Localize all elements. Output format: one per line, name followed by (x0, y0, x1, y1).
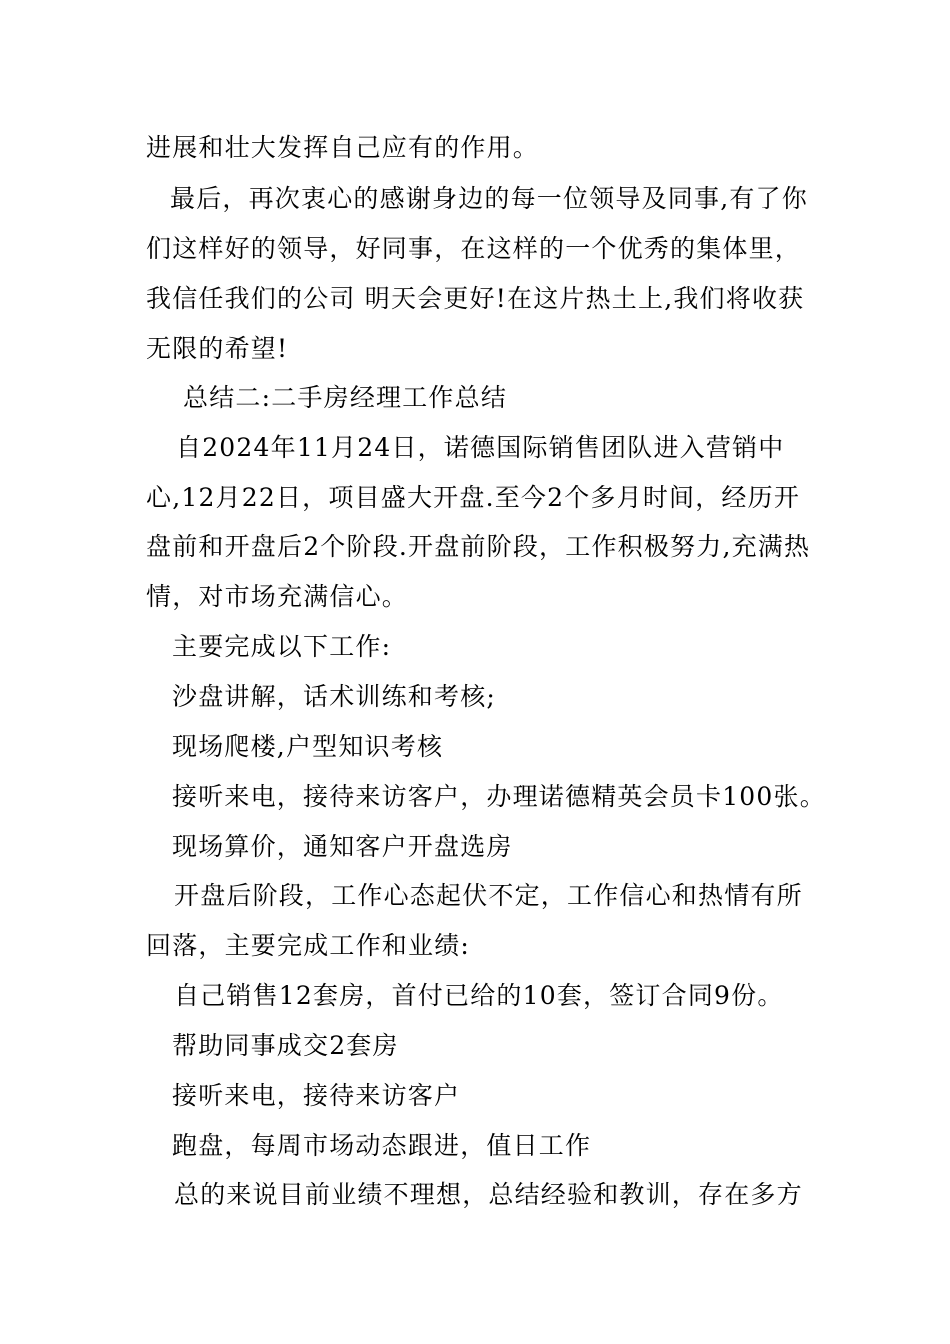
list-item: 沙盘讲解，话术训练和考核; (172, 682, 497, 711)
paragraph-line: 开盘后阶段，工作心态起伏不定，工作信心和热情有所 (174, 881, 803, 910)
paragraph-line: 无限的希望! (146, 334, 289, 363)
list-item: 现场算价，通知客户开盘选房 (172, 832, 513, 861)
list-item: 现场爬楼,户型知识考核 (172, 732, 444, 761)
list-item: 自己销售12套房，首付已给的10套，签订合同9份。 (174, 981, 784, 1010)
section-heading: 总结二:二手房经理工作总结 (183, 383, 508, 412)
list-item: 跑盘，每周市场动态跟进，值日工作 (172, 1131, 592, 1160)
paragraph-line: 我信任我们的公司 明天会更好!在这片热土上,我们将收获 (146, 284, 805, 313)
paragraph-line: 盘前和开盘后2个阶段.开盘前阶段，工作积极努力,充满热 (146, 532, 811, 561)
paragraph-line: 回落，主要完成工作和业绩: (146, 931, 471, 960)
paragraph-line: 们这样好的领导，好同事，在这样的一个优秀的集体里， (146, 234, 802, 263)
list-item: 帮助同事成交2套房 (172, 1031, 399, 1060)
paragraph-line: 进展和壮大发挥自己应有的作用。 (146, 133, 540, 162)
list-heading: 主要完成以下工作: (172, 632, 392, 661)
paragraph-line: 心,12月22日，项目盛大开盘.至今2个多月时间，经历开 (146, 483, 801, 512)
list-item: 接听来电，接待来访客户 (172, 1081, 461, 1110)
list-item: 接听来电，接待来访客户，办理诺德精英会员卡100张。 (172, 782, 826, 811)
paragraph-line: 情，对市场充满信心。 (146, 582, 409, 611)
paragraph-line: 自2024年11月24日，诺德国际销售团队进入营销中 (176, 433, 785, 462)
paragraph-line: 总的来说目前业绩不理想，总结经验和教训，存在多方 (174, 1180, 803, 1209)
paragraph-line: 最后，再次衷心的感谢身边的每一位领导及同事,有了你 (170, 184, 808, 213)
